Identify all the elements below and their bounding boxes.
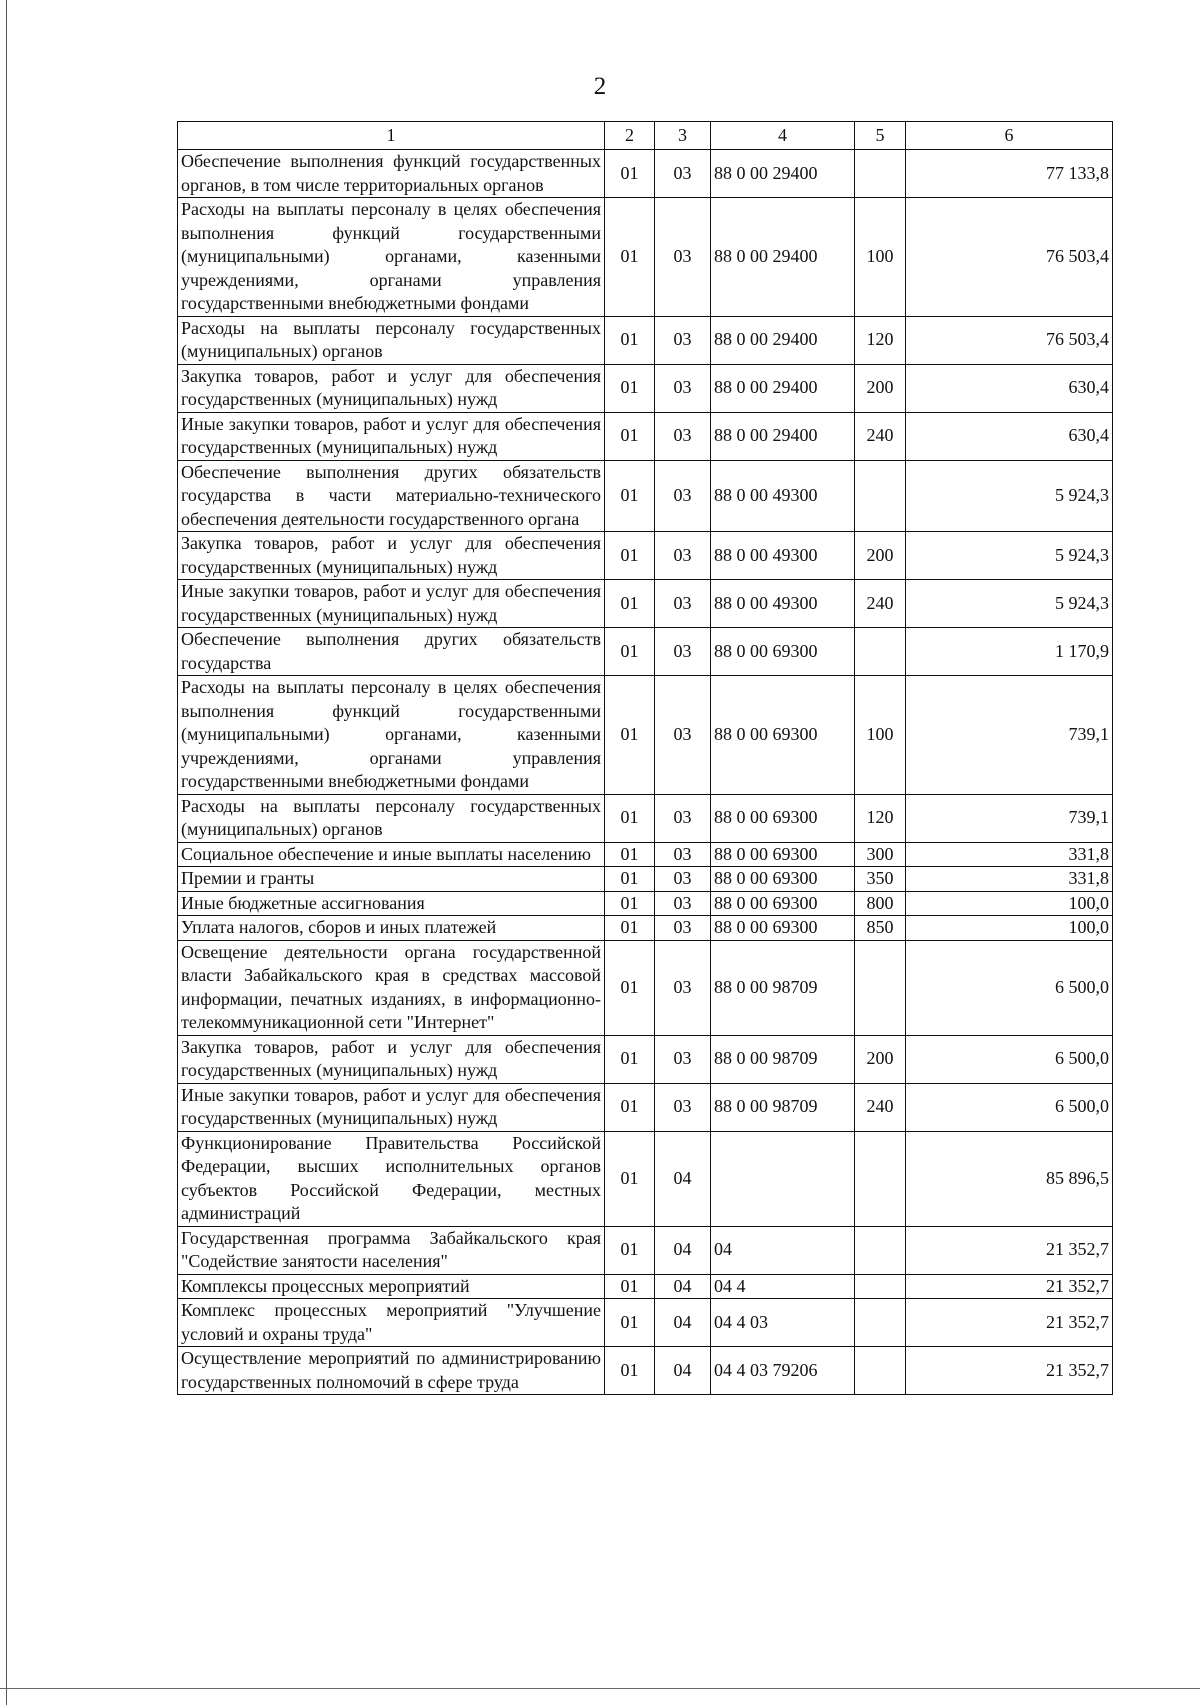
table-row [178, 460, 1113, 532]
cell-item-name: Иные закупки товаров, работ и услуг для обеспечения государственных (муниципальных) нужд [178, 580, 605, 628]
cell-target-article-code: 88 0 00 69300 [711, 676, 855, 795]
cell-item-name: Обеспечение выполнения других обязательств государства в части материально-технического обеспечения деятельности государственного органа [178, 460, 605, 532]
cell-expense-type-code [855, 1274, 906, 1299]
cell-subsection-code: 03 [655, 676, 711, 795]
cell-amount: 76 503,4 [906, 316, 1113, 364]
cell-target-article-code: 88 0 00 49300 [711, 532, 855, 580]
table-row [178, 580, 1113, 628]
cell-amount: 21 352,7 [906, 1226, 1113, 1274]
cell-item-name: Расходы на выплаты персоналу в целях обеспечения выполнения функций государственными (муниципальными) органами, казенными учреждениями, органами управления государственными внебюджетными фондами [178, 676, 605, 795]
cell-expense-type-code: 200 [855, 1035, 906, 1083]
cell-target-article-code: 88 0 00 69300 [711, 867, 855, 892]
cell-amount: 6 500,0 [906, 1035, 1113, 1083]
cell-amount: 5 924,3 [906, 580, 1113, 628]
cell-section-code: 01 [605, 916, 655, 941]
scan-left-edge [6, 0, 7, 1705]
cell-subsection-code: 03 [655, 628, 711, 676]
header-col-3: 3 [655, 122, 711, 150]
cell-section-code: 01 [605, 150, 655, 198]
cell-expense-type-code: 240 [855, 1083, 906, 1131]
cell-item-name: Обеспечение выполнения других обязательств государства [178, 628, 605, 676]
cell-target-article-code: 88 0 00 49300 [711, 460, 855, 532]
table-row [178, 916, 1113, 941]
table-row [178, 1274, 1113, 1299]
cell-item-name: Обеспечение выполнения функций государственных органов, в том числе территориальных органов [178, 150, 605, 198]
cell-target-article-code [711, 1131, 855, 1226]
table-row [178, 1035, 1113, 1083]
cell-target-article-code: 88 0 00 98709 [711, 940, 855, 1035]
cell-target-article-code: 88 0 00 69300 [711, 794, 855, 842]
cell-target-article-code: 04 [711, 1226, 855, 1274]
cell-subsection-code: 03 [655, 842, 711, 867]
table-row [178, 198, 1113, 317]
cell-expense-type-code: 200 [855, 364, 906, 412]
cell-amount: 100,0 [906, 891, 1113, 916]
cell-item-name: Иные закупки товаров, работ и услуг для обеспечения государственных (муниципальных) нужд [178, 412, 605, 460]
table-row [178, 412, 1113, 460]
cell-section-code: 01 [605, 412, 655, 460]
cell-target-article-code: 88 0 00 29400 [711, 198, 855, 317]
table-row [178, 891, 1113, 916]
cell-expense-type-code: 850 [855, 916, 906, 941]
cell-expense-type-code [855, 1131, 906, 1226]
cell-subsection-code: 03 [655, 940, 711, 1035]
cell-expense-type-code: 240 [855, 412, 906, 460]
cell-item-name: Осуществление мероприятий по администрированию государственных полномочий в сфере труда [178, 1347, 605, 1395]
cell-subsection-code: 03 [655, 891, 711, 916]
header-col-4: 4 [711, 122, 855, 150]
cell-amount: 630,4 [906, 412, 1113, 460]
cell-item-name: Социальное обеспечение и иные выплаты населению [178, 842, 605, 867]
cell-item-name: Закупка товаров, работ и услуг для обеспечения государственных (муниципальных) нужд [178, 1035, 605, 1083]
table-row [178, 364, 1113, 412]
table-row [178, 316, 1113, 364]
cell-item-name: Закупка товаров, работ и услуг для обеспечения государственных (муниципальных) нужд [178, 364, 605, 412]
cell-section-code: 01 [605, 794, 655, 842]
cell-subsection-code: 03 [655, 1083, 711, 1131]
cell-target-article-code: 88 0 00 98709 [711, 1035, 855, 1083]
cell-subsection-code: 03 [655, 794, 711, 842]
cell-subsection-code: 04 [655, 1347, 711, 1395]
table-row [178, 150, 1113, 198]
cell-section-code: 01 [605, 1274, 655, 1299]
cell-target-article-code: 88 0 00 69300 [711, 842, 855, 867]
cell-amount: 85 896,5 [906, 1131, 1113, 1226]
cell-section-code: 01 [605, 1083, 655, 1131]
table-row [178, 794, 1113, 842]
cell-target-article-code: 88 0 00 69300 [711, 628, 855, 676]
cell-section-code: 01 [605, 364, 655, 412]
cell-item-name: Иные закупки товаров, работ и услуг для обеспечения государственных (муниципальных) нужд [178, 1083, 605, 1131]
header-col-5: 5 [855, 122, 906, 150]
cell-expense-type-code [855, 628, 906, 676]
cell-section-code: 01 [605, 198, 655, 317]
cell-target-article-code: 88 0 00 29400 [711, 364, 855, 412]
cell-target-article-code: 88 0 00 29400 [711, 412, 855, 460]
cell-expense-type-code: 240 [855, 580, 906, 628]
header-col-1: 1 [178, 122, 605, 150]
table-row [178, 1347, 1113, 1395]
cell-target-article-code: 88 0 00 69300 [711, 891, 855, 916]
cell-expense-type-code: 300 [855, 842, 906, 867]
cell-target-article-code: 04 4 03 79206 [711, 1347, 855, 1395]
cell-item-name: Освещение деятельности органа государственной власти Забайкальского края в средствах массовой информации, печатных изданиях, в информационно-телекоммуникационной сети "Интернет" [178, 940, 605, 1035]
table-row [178, 676, 1113, 795]
cell-target-article-code: 88 0 00 29400 [711, 150, 855, 198]
cell-section-code: 01 [605, 580, 655, 628]
scan-bottom-edge [0, 1688, 1200, 1689]
table-row [178, 1083, 1113, 1131]
cell-item-name: Иные бюджетные ассигнования [178, 891, 605, 916]
cell-amount: 630,4 [906, 364, 1113, 412]
cell-subsection-code: 04 [655, 1131, 711, 1226]
cell-amount: 6 500,0 [906, 1083, 1113, 1131]
cell-expense-type-code: 120 [855, 794, 906, 842]
cell-subsection-code: 03 [655, 916, 711, 941]
cell-item-name: Государственная программа Забайкальского края "Содействие занятости населения" [178, 1226, 605, 1274]
cell-subsection-code: 03 [655, 460, 711, 532]
table-row [178, 532, 1113, 580]
cell-section-code: 01 [605, 532, 655, 580]
cell-expense-type-code [855, 150, 906, 198]
cell-section-code: 01 [605, 867, 655, 892]
cell-section-code: 01 [605, 628, 655, 676]
cell-item-name: Комплексы процессных мероприятий [178, 1274, 605, 1299]
cell-expense-type-code [855, 1226, 906, 1274]
table-row [178, 1131, 1113, 1226]
cell-section-code: 01 [605, 460, 655, 532]
cell-target-article-code: 88 0 00 98709 [711, 1083, 855, 1131]
cell-expense-type-code: 100 [855, 198, 906, 317]
cell-section-code: 01 [605, 1299, 655, 1347]
cell-expense-type-code [855, 940, 906, 1035]
table-row [178, 867, 1113, 892]
cell-expense-type-code: 100 [855, 676, 906, 795]
cell-section-code: 01 [605, 1131, 655, 1226]
cell-expense-type-code [855, 1347, 906, 1395]
cell-amount: 5 924,3 [906, 532, 1113, 580]
table-header-row [178, 122, 1113, 150]
cell-subsection-code: 03 [655, 364, 711, 412]
header-col-2: 2 [605, 122, 655, 150]
table-row [178, 842, 1113, 867]
cell-amount: 21 352,7 [906, 1299, 1113, 1347]
cell-expense-type-code: 350 [855, 867, 906, 892]
cell-subsection-code: 03 [655, 1035, 711, 1083]
cell-target-article-code: 04 4 [711, 1274, 855, 1299]
cell-item-name: Расходы на выплаты персоналу в целях обеспечения выполнения функций государственными (муниципальными) органами, казенными учреждениями, органами управления государственными внебюджетными фондами [178, 198, 605, 317]
table-row [178, 1299, 1113, 1347]
cell-subsection-code: 04 [655, 1299, 711, 1347]
cell-target-article-code: 88 0 00 69300 [711, 916, 855, 941]
cell-subsection-code: 03 [655, 412, 711, 460]
cell-target-article-code: 88 0 00 29400 [711, 316, 855, 364]
header-col-6: 6 [906, 122, 1113, 150]
cell-item-name: Комплекс процессных мероприятий "Улучшение условий и охраны труда" [178, 1299, 605, 1347]
cell-subsection-code: 04 [655, 1274, 711, 1299]
cell-subsection-code: 04 [655, 1226, 711, 1274]
cell-section-code: 01 [605, 842, 655, 867]
cell-section-code: 01 [605, 1035, 655, 1083]
cell-item-name: Расходы на выплаты персоналу государственных (муниципальных) органов [178, 316, 605, 364]
cell-subsection-code: 03 [655, 198, 711, 317]
cell-amount: 21 352,7 [906, 1347, 1113, 1395]
cell-item-name: Премии и гранты [178, 867, 605, 892]
cell-section-code: 01 [605, 1347, 655, 1395]
cell-amount: 331,8 [906, 867, 1113, 892]
cell-expense-type-code: 800 [855, 891, 906, 916]
table-row [178, 628, 1113, 676]
cell-amount: 77 133,8 [906, 150, 1113, 198]
cell-subsection-code: 03 [655, 580, 711, 628]
cell-amount: 5 924,3 [906, 460, 1113, 532]
cell-section-code: 01 [605, 891, 655, 916]
cell-expense-type-code [855, 1299, 906, 1347]
cell-amount: 739,1 [906, 794, 1113, 842]
cell-section-code: 01 [605, 676, 655, 795]
cell-amount: 6 500,0 [906, 940, 1113, 1035]
cell-section-code: 01 [605, 940, 655, 1035]
cell-item-name: Уплата налогов, сборов и иных платежей [178, 916, 605, 941]
budget-table [177, 121, 1113, 1395]
cell-subsection-code: 03 [655, 150, 711, 198]
cell-subsection-code: 03 [655, 867, 711, 892]
cell-subsection-code: 03 [655, 316, 711, 364]
cell-subsection-code: 03 [655, 532, 711, 580]
cell-expense-type-code: 120 [855, 316, 906, 364]
cell-amount: 100,0 [906, 916, 1113, 941]
cell-item-name: Закупка товаров, работ и услуг для обеспечения государственных (муниципальных) нужд [178, 532, 605, 580]
cell-expense-type-code [855, 460, 906, 532]
cell-amount: 1 170,9 [906, 628, 1113, 676]
cell-section-code: 01 [605, 1226, 655, 1274]
cell-target-article-code: 04 4 03 [711, 1299, 855, 1347]
cell-section-code: 01 [605, 316, 655, 364]
cell-target-article-code: 88 0 00 49300 [711, 580, 855, 628]
cell-amount: 21 352,7 [906, 1274, 1113, 1299]
cell-item-name: Расходы на выплаты персоналу государственных (муниципальных) органов [178, 794, 605, 842]
page-number: 2 [593, 73, 607, 100]
budget-table-body [178, 122, 1113, 1395]
table-row [178, 1226, 1113, 1274]
cell-amount: 76 503,4 [906, 198, 1113, 317]
cell-item-name: Функционирование Правительства Российской Федерации, высших исполнительных органов субъектов Российской Федерации, местных администраций [178, 1131, 605, 1226]
cell-amount: 331,8 [906, 842, 1113, 867]
table-row [178, 940, 1113, 1035]
cell-expense-type-code: 200 [855, 532, 906, 580]
cell-amount: 739,1 [906, 676, 1113, 795]
